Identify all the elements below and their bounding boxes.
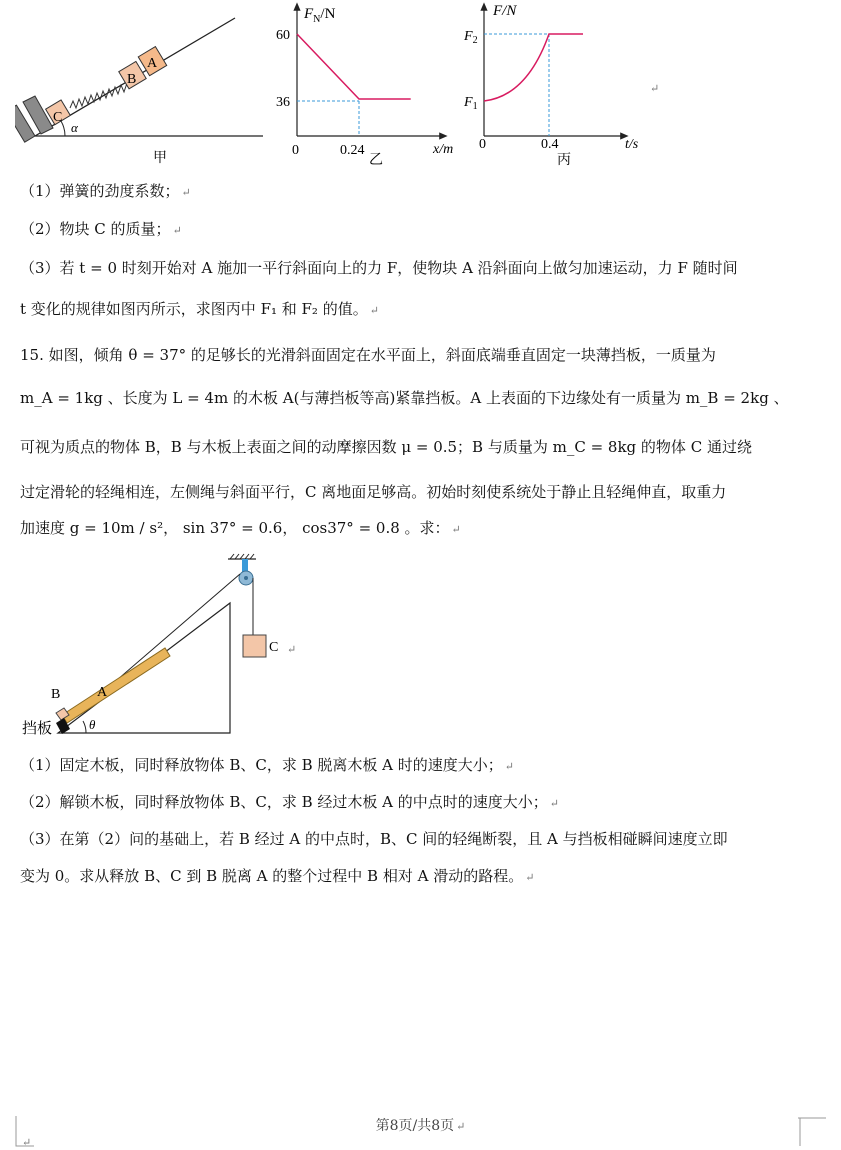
bing-origin: 0 [479, 137, 486, 152]
p15-line3: 可视为质点的物体 B，B 与木板上表面之间的动摩擦因数 μ = 0.5；B 与质量为 m_C = 8kg 的物体 C 通过绕 [20, 438, 752, 456]
yi-tick-x: 0.24 [340, 143, 365, 158]
yi-tick-60: 60 [276, 28, 290, 43]
p15-q3-line1: （3）在第（2）问的基础上，若 B 经过 A 的中点时，B、C 间的轻绳断裂，且 A 与挡板相碰瞬间速度立即 [20, 830, 728, 848]
figure-15 [18, 553, 318, 743]
figure-yi-caption: 乙 [369, 153, 383, 168]
figure-jia-caption: 甲 [153, 151, 167, 166]
p15-line5: 加速度 g = 10m / s²， sin 37° = 0.6， cos37° = 0.8 。求： ↵ [20, 519, 461, 537]
bing-tick-f2: $F_2$ [464, 29, 478, 46]
bing-y-axis-label: F/N [493, 3, 517, 19]
page-footer: 第8页/共8页 ↵ [375, 1118, 466, 1134]
p15-line1: 15. 如图，倾角 θ = 37° 的足够长的光滑斜面固定在水平面上，斜面底端垂直固定一块薄挡板，一质量为 [20, 346, 716, 364]
bing-x-axis-label: t/s [625, 137, 639, 152]
yi-origin: 0 [292, 143, 299, 158]
return-mark: ↵ [650, 82, 660, 95]
figure-yi [270, 0, 470, 172]
return-mark-corner: ↵ [22, 1136, 32, 1149]
yi-x-axis-label: x/m [433, 142, 454, 157]
figure-jia [15, 10, 275, 170]
bing-tick-f1: $F_1$ [464, 95, 478, 112]
p14-q2: （2）物块 C 的质量； ↵ [20, 220, 182, 238]
p15-q3-line2: 变为 0。求从释放 B、C 到 B 脱离 A 的整个过程中 B 相对 A 滑动的路程。 ↵ [20, 867, 535, 885]
p14-q3-line1: （3）若 t = 0 时刻开始对 A 施加一平行斜面向上的力 F，使物块 A 沿斜面向上做匀加速运动，力 F 随时间 [20, 259, 738, 277]
fig15-label-b: B [51, 687, 61, 702]
bing-tick-x: 0.4 [541, 137, 559, 152]
angle-alpha-label: α [71, 120, 78, 135]
figure-bing-caption: 丙 [557, 153, 571, 168]
yi-tick-36: 36 [276, 95, 290, 110]
yi-series-line [297, 34, 411, 99]
block-b-label: B [127, 72, 137, 87]
yi-y-axis-label: $F_N/N$ [304, 6, 336, 25]
p15-q1: （1）固定木板，同时释放物体 B、C，求 B 脱离木板 A 时的速度大小； ↵ [20, 756, 514, 774]
figure-bing [455, 0, 655, 172]
fig15-label-baffle: 挡板 [22, 721, 53, 737]
fig15-label-theta: θ [89, 717, 96, 732]
block-a-label: A [147, 56, 158, 71]
bing-curve [484, 34, 583, 101]
return-mark-fig15: ↵ [287, 643, 297, 656]
fig15-label-c: C [269, 640, 279, 655]
fig15-label-a: A [97, 685, 108, 700]
p15-line2: m_A = 1kg 、长度为 L = 4m 的木板 A(与薄挡板等高)紧靠挡板。A 上表面的下边缘处有一质量为 m_B = 2kg 、 [20, 389, 789, 407]
p14-q1: （1）弹簧的劲度系数； ↵ [20, 182, 191, 200]
p14-q3-line2: t 变化的规律如图丙所示，求图丙中 F₁ 和 F₂ 的值。 ↵ [20, 300, 379, 318]
p15-line4: 过定滑轮的轻绳相连，左侧绳与斜面平行，C 离地面足够高。初始时刻使系统处于静止且轻绳伸直，取重力 [20, 483, 727, 501]
block-c-label: C [53, 110, 63, 125]
p15-q2: （2）解锁木板，同时释放物体 B、C，求 B 经过木板 A 的中点时的速度大小； ↵ [20, 793, 559, 811]
